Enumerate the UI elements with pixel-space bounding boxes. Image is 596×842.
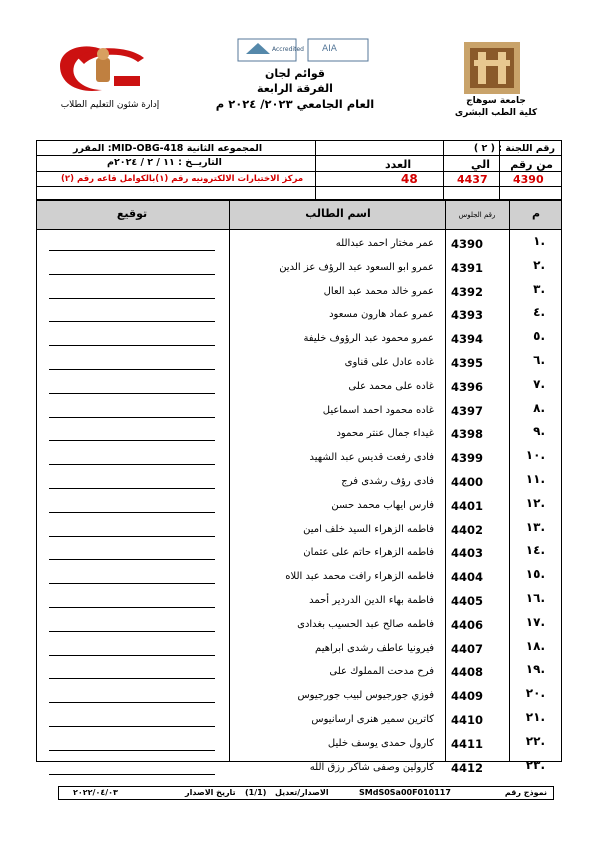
row-signature-line[interactable] [49, 298, 215, 299]
row-number: ٦. [533, 353, 545, 367]
from-number-label: من رقم [510, 158, 553, 171]
row-seat-number: 4410 [451, 713, 484, 727]
row-seat-number: 4396 [451, 379, 484, 394]
row-student-name: غيداء جمال عنتر محمود [336, 428, 434, 440]
model-number-value: SMdS0Sa00F010117 [359, 788, 451, 797]
row-number: ١٧. [525, 614, 545, 629]
exam-date-label: التاريــخ : ١١ / ٢ / ٢٠٢٤م [107, 157, 222, 168]
row-number: ١٢. [525, 495, 545, 510]
department-name: إدارة شئون التعليم الطلاب [60, 100, 160, 110]
row-seat-number: 4394 [451, 332, 484, 347]
row-student-name: فاطمه الزهراء حاتم على عثمان [303, 547, 434, 559]
svg-text:AIA: AIA [322, 44, 337, 54]
row-number: ٨. [533, 400, 545, 415]
row-seat-number: 4400 [451, 475, 484, 489]
row-signature-line[interactable] [49, 512, 215, 513]
row-student-name: عمرو خالد محمد عبد العال [323, 285, 434, 297]
row-signature-line[interactable] [49, 726, 215, 727]
svg-text:Accredited: Accredited [272, 46, 304, 53]
row-signature-line[interactable] [49, 631, 215, 632]
row-seat-number: 4391 [451, 260, 484, 275]
row-seat-number: 4390 [451, 237, 484, 251]
row-signature-line[interactable] [49, 250, 215, 251]
row-student-name: فادى رفعت قديس عبد الشهيد [309, 452, 434, 464]
table-row [37, 326, 561, 350]
table-row [37, 469, 561, 493]
committee-number-label: رقم اللجنة : ( ٢ ) [473, 143, 555, 154]
row-student-name: عمرو ابو السعود عبد الرؤف عز الدين [279, 261, 434, 273]
row-student-name: فارس ايهاب محمد حسن [331, 499, 434, 511]
row-seat-number: 4404 [451, 570, 484, 585]
header-num: م [531, 207, 541, 220]
row-signature-line[interactable] [49, 345, 215, 346]
header-name: اسم الطالب [305, 207, 371, 220]
model-number-label: نموذج رقم [504, 788, 547, 797]
row-student-name: عمر مختار احمد عبدالله [335, 238, 434, 249]
row-number: ٢. [533, 257, 545, 272]
header-signature: توقيع [116, 207, 148, 220]
row-seat-number: 4406 [451, 617, 484, 632]
row-signature-line[interactable] [49, 440, 215, 441]
students-table [36, 200, 562, 775]
row-student-name: كارول حمدى يوسف خليل [327, 737, 434, 749]
row-signature-line[interactable] [49, 321, 215, 322]
row-signature-line[interactable] [49, 464, 215, 465]
row-student-name: فاطمة بهاء الدين الدردير أحمد [309, 595, 434, 606]
row-signature-line[interactable] [49, 583, 215, 584]
row-seat-number: 4403 [451, 546, 484, 561]
page-title: قوائم لجان [264, 67, 326, 80]
row-signature-line[interactable] [49, 750, 215, 751]
table-row [37, 659, 561, 683]
table-row [37, 731, 561, 755]
faculty-name: كلية الطب البشرى [454, 108, 538, 118]
row-signature-line[interactable] [49, 417, 215, 418]
table-row [37, 255, 561, 279]
row-signature-line[interactable] [49, 536, 215, 537]
from-number-value: 4390 [513, 173, 544, 186]
row-seat-number: 4401 [451, 498, 484, 513]
row-seat-number: 4392 [451, 284, 484, 299]
row-student-name: عمرو عماد هارون مسعود [329, 309, 434, 321]
course-label: المقرر :MID-OBG-418 المجموعه الثانية [73, 143, 263, 154]
table-row [37, 398, 561, 422]
row-seat-number: 4407 [451, 641, 484, 656]
row-student-name: فيرونيا عاطف رشدى ابراهيم [315, 642, 434, 654]
class-year: الفرقة الرابعة [257, 82, 333, 95]
row-number: ١١. [525, 472, 545, 486]
row-student-name: فاطمه صالح عبد الحسيب بغدادى [297, 618, 434, 630]
row-student-name: فادى رؤف رشدى فرج [341, 476, 434, 487]
table-row [37, 421, 561, 445]
to-number-label: الي [471, 158, 491, 171]
issue-date-label: تاريخ الاصدار [185, 788, 236, 797]
row-signature-line[interactable] [49, 274, 215, 275]
row-number: ١٥. [525, 567, 545, 582]
row-number: ٩. [533, 424, 545, 439]
table-row [37, 707, 561, 731]
row-seat-number: 4399 [451, 451, 484, 466]
row-signature-line[interactable] [49, 393, 215, 394]
table-row [37, 588, 561, 612]
issue-date-value: ٢٠٢٢/٠٤/٠٣ [73, 788, 118, 797]
table-row [37, 231, 561, 255]
row-signature-line[interactable] [49, 369, 215, 370]
table-row [37, 683, 561, 707]
row-number: ٧. [533, 376, 545, 391]
row-number: ٢٣. [525, 757, 545, 772]
university-logo [460, 36, 524, 100]
table-row [37, 374, 561, 398]
count-value: 48 [401, 172, 418, 186]
row-seat-number: 4412 [451, 760, 484, 775]
row-seat-number: 4402 [451, 522, 484, 537]
row-signature-line[interactable] [49, 774, 215, 775]
row-number: ٥. [533, 329, 545, 344]
count-label: العدد [385, 158, 412, 171]
row-student-name: كارولين وصفى شاكر رزق الله [309, 761, 434, 773]
row-signature-line[interactable] [49, 678, 215, 679]
row-seat-number: 4395 [451, 356, 484, 370]
row-signature-line[interactable] [49, 607, 215, 608]
row-number: ١٣. [525, 519, 545, 534]
row-student-name: كاترين سمير هنرى ارسانيوس [311, 714, 434, 725]
row-seat-number: 4411 [451, 736, 484, 751]
committee-info-table [36, 140, 562, 200]
row-number: ١٩. [525, 662, 545, 677]
row-student-name: غاده عادل على قناوى [344, 357, 434, 368]
table-row [37, 493, 561, 517]
table-row [37, 279, 561, 303]
row-number: ١٤. [525, 543, 545, 558]
row-seat-number: 4393 [451, 308, 484, 323]
row-seat-number: 4409 [451, 689, 484, 704]
row-student-name: عمرو محمود عبد الرؤوف خليفة [303, 333, 434, 345]
row-number: ٢٢. [525, 733, 545, 748]
row-seat-number: 4398 [451, 427, 484, 442]
faculty-crest-logo [52, 36, 152, 96]
row-signature-line[interactable] [49, 488, 215, 489]
exam-location: مركز الاختبارات الالكترونيه رقم (١)بالكوامل قاعه رقم (٢) [61, 174, 304, 184]
row-student-name: فاطمه الزهراء السيد خلف امين [303, 523, 434, 535]
row-signature-line[interactable] [49, 559, 215, 560]
table-row [37, 636, 561, 660]
row-number: ٢١. [525, 710, 545, 724]
row-number: ١٠. [525, 448, 545, 463]
edition-value: (1/1) [245, 788, 267, 797]
row-number: ٤. [533, 305, 545, 320]
table-row [37, 755, 561, 779]
row-student-name: فوزي جورجيوس لبيب جورجيوس [297, 690, 434, 702]
header-seat: رقم الجلوس [458, 211, 496, 219]
table-row [37, 517, 561, 541]
row-seat-number: 4397 [451, 403, 484, 418]
row-number: ١٨. [525, 638, 545, 653]
row-number: ٢٠. [525, 686, 545, 701]
table-row [37, 540, 561, 564]
table-row [37, 564, 561, 588]
row-seat-number: 4405 [451, 594, 484, 608]
university-name: جامعة سوهاج [466, 96, 526, 106]
row-student-name: غاده محمود احمد اسماعيل [322, 404, 434, 416]
row-student-name: غاده على محمد على [348, 380, 434, 392]
form-footer [58, 786, 554, 800]
row-signature-line[interactable] [49, 702, 215, 703]
table-row [37, 612, 561, 636]
accreditation-logos [236, 38, 372, 62]
row-number: ١. [533, 234, 545, 248]
academic-year: العام الجامعي ٢٠٢٣/ ٢٠٢٤ م [215, 97, 375, 111]
row-student-name: فرح مدحت المملوك على [329, 666, 434, 678]
table-row [37, 302, 561, 326]
to-number-value: 4437 [457, 173, 488, 186]
edition-label: الاصدار/تعديل [275, 788, 329, 797]
row-seat-number: 4408 [451, 665, 484, 680]
table-row [37, 445, 561, 469]
row-number: ١٦. [525, 591, 545, 605]
row-number: ٣. [533, 281, 545, 296]
row-signature-line[interactable] [49, 655, 215, 656]
table-row [37, 350, 561, 374]
row-student-name: فاطمه الزهراء رافت محمد عبد اللاه [285, 571, 434, 583]
table-header [37, 201, 561, 230]
